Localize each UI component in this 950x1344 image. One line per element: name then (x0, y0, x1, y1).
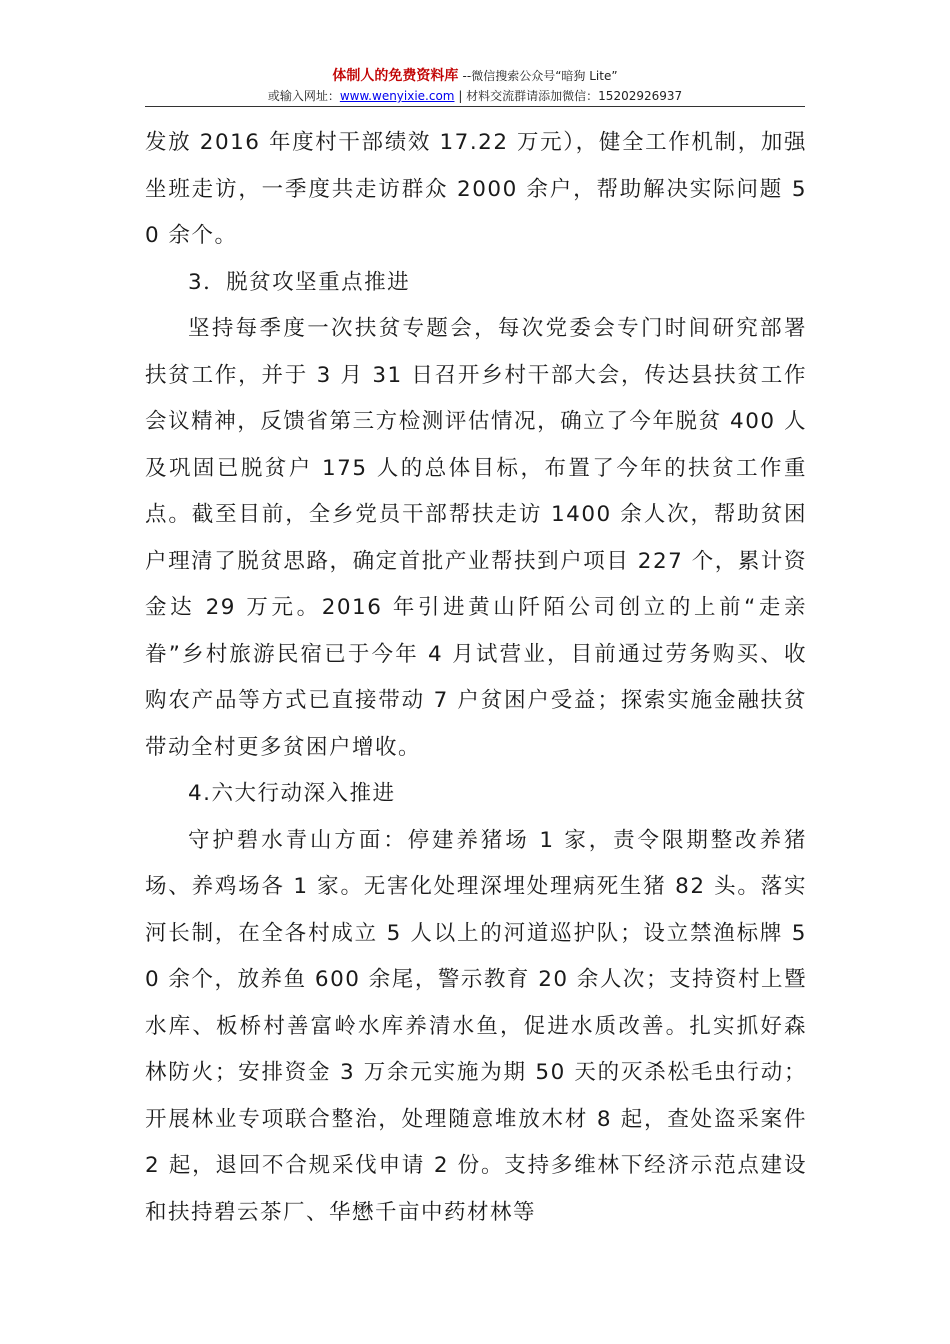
header-contact: | 材料交流群请添加微信：15202926937 (454, 89, 683, 103)
document-body (145, 120, 807, 1236)
paragraph-1: 发放 2016 年度村干部绩效 17.22 万元），健全工作机制，加强坐班走访，一季度共走访群众 2000 余户，帮助解决实际问题 50 余个。 (145, 130, 807, 248)
paragraph-3: 守护碧水青山方面：停建养猪场 1 家，责令限期整改养猪场、养鸡场各 1 家。无害化处理深埋处理病死生猪 82 头。落实河长制，在全各村成立 5 人以上的河道巡护队；设立禁渔标牌 50 余个，放养鱼 600 余尾，警示教育 20 余人次；支持资村上暨水库、板桥村善富岭水库养清水鱼，促进水质改善。扎实抓好森林防火；安排资金 3 万余元实施为期 50 天的灭杀松毛虫行动；开展林业专项联合整治，处理随意堆放木材 8 起，查处盗采案件 2 起，退回不合规采伐申请 2 份。支持多维林下经济示范点建设和扶持碧云茶厂、华懋千亩中药材林等 (145, 827, 807, 1225)
header-note: --微信搜索公众号“暗狗 Lite” (462, 69, 618, 83)
header-url-prefix: 或输入网址： (267, 89, 340, 103)
header-website-link[interactable]: www.wenyixie.com (339, 89, 455, 103)
page-header (145, 66, 805, 105)
header-brand: 体制人的免费资料库 (332, 68, 459, 84)
header-title-line (145, 66, 805, 87)
section-heading-3: 3．脱贫攻坚重点推进 (188, 269, 411, 295)
section-heading-4: 4.六大行动深入推进 (188, 781, 396, 806)
header-contact-line (145, 87, 805, 105)
header-divider (145, 106, 805, 107)
paragraph-2: 坚持每季度一次扶贫专题会，每次党委会专门时间研究部署扶贫工作，并于 3 月 31 日召开乡村干部大会，传达县扶贫工作会议精神，反馈省第三方检测评估情况，确立了今年脱贫 400 人及巩固已脱贫户 175 人的总体目标，布置了今年的扶贫工作重点。截至目前，全乡党员干部帮扶走访 1400 余人次，帮助贫困户理清了脱贫思路，确定首批产业帮扶到户项目 227 个，累计资金达 29 万元。2016 年引进黄山阡陌公司创立的上前“走亲眷”乡村旅游民宿已于今年 4 月试营业，目前通过劳务购买、收购农产品等方式已直接带动 7 户贫困户受益；探索实施金融扶贫带动全村更多贫困户增收。 (145, 316, 807, 760)
